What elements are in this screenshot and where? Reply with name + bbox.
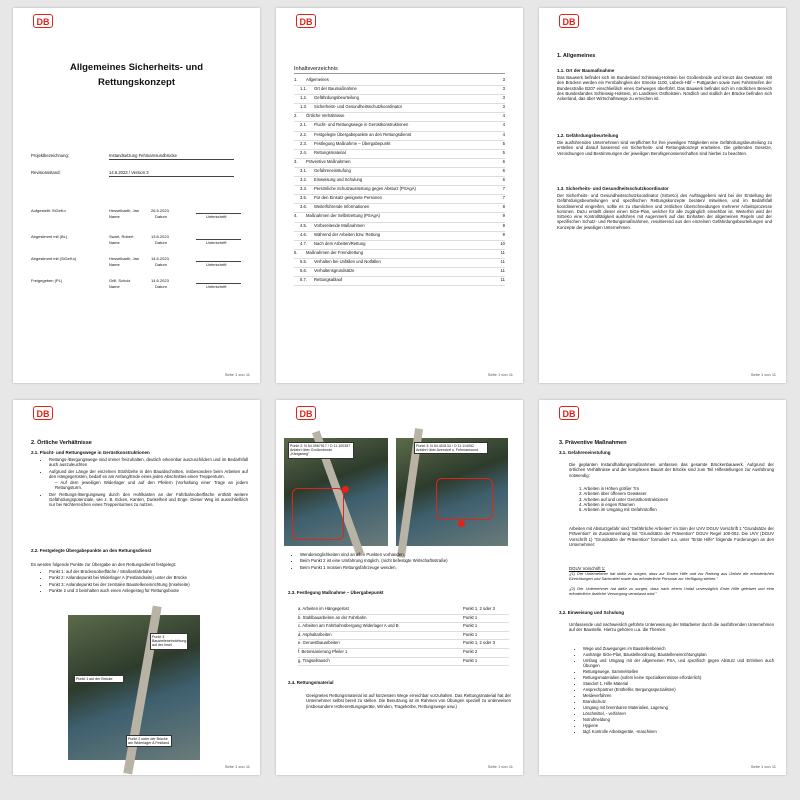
toc-entry[interactable] [294, 186, 505, 195]
bullet-item: • Brandschutz [583, 699, 774, 704]
toc-entry[interactable] [294, 204, 505, 213]
measure-name: c. Arbeiten am Fahrbahnübergang Widerlager A und B [298, 623, 399, 629]
project-value: Instandsetzung Fehmarnsundbrücke [109, 153, 177, 158]
photo-label-point-2: Punkt 2: N 54.3967917 / O 11.100357 Anfahrt über Großenbrode „Kängsweg" [288, 442, 354, 459]
subsection-heading: 2.2. Festgelegte Übergabepunkte an den Rettungsdienst [31, 548, 152, 553]
point-item: • Punkt 2: Anlandepunkt bei Widerlager A (Festlandseite) unter der Brücke [49, 575, 248, 580]
bullet-item: • Notrufmeldung [583, 717, 774, 722]
paragraph: Das Bauwerk befindet sich im Bundesland Schleswig-Holstein bei Großenbrode und kreuzt das Gewässer. Mit den Brücken werden ein Fernbahngleis der Strecke 1100, Lübeck-Hbf – Puttgarden sowie zwei Fahrstreifen der Bundesstraße B207 einschließlich eines Gehweges überführt. Das Bauwerk befindet sich im nördlichen Bereich des Bundeslandes Schleswig-Holstein, im Landkreis Ostholstein. Nördlich und südlich der Brücke befinden sich Ackerland, das über Wirtschaftswege zu erreichen ist. [557, 75, 772, 102]
title-line-1: Allgemeines Sicherheits- und [69, 62, 204, 73]
toc-entry[interactable] [294, 104, 505, 113]
toc-page: 11 [500, 249, 505, 255]
point-item: • Punkt 3: Anlandepunkt bei der zentralen Baustelleneinrichtung (Inselseite) [49, 582, 248, 587]
bullet-item: • Beim Punkt 1 müssen Rettungsfahrzeuge wenden. [300, 565, 511, 570]
bullet-item: • Rettungsmaterialien (sofern keine Spezialkenntnisse erforderlich) [583, 675, 774, 680]
toc-text: Vorbereitende Maßnahmen [314, 222, 365, 228]
measure-name: e. Geruestbauarbeiten [298, 640, 340, 646]
bullet-item: • Wendemöglichkeiten sind an allen Punkten vorhanden. [300, 552, 511, 557]
toc-page: 11 [500, 258, 505, 264]
toc-number: 4.7. [300, 240, 307, 246]
signature-date: 14.6.2023 [151, 278, 169, 283]
toc-number: 2.4. [300, 149, 307, 155]
signature-name: Hesselbarth, Jan [109, 208, 140, 213]
toc-entry[interactable] [294, 86, 505, 95]
signature-name: Hesselbarth, Jan [109, 256, 140, 261]
toc-text: Für den Einsatz geeignete Personen [314, 195, 382, 201]
toc-number: 2.1. [300, 122, 307, 128]
measure-point: Punkt 1, 2 oder 3 [463, 606, 495, 611]
bullet-item: • Aushänge SiGe-Plan, Baustelleordnung, Baustelleneinrichtungsplan [583, 652, 774, 657]
page-footer: Seite 1 von 11 [750, 372, 776, 377]
toc-number: 5.7. [300, 277, 307, 283]
toc-entry[interactable] [294, 95, 505, 104]
measure-row [298, 623, 509, 632]
signature-date: 26.5.2023 [151, 208, 169, 213]
toc-entry[interactable] [294, 168, 505, 177]
bullet-item: • Standort 1. Hilfe Material [583, 681, 774, 686]
dguv-quote-1: „(1) Der Unternehmer hat dafür zu sorgen, dass zur Ersten Hilfe und zur Rettung aus Gefahr die erforderlichen Einrichtungen und Sachmittel sowie das erforderliche Personal zur Verfügung stehen." [569, 571, 774, 581]
col-date-label: Datum [155, 284, 167, 289]
page-praeventive-massnahmen [539, 400, 786, 775]
toc-number: 1. [294, 77, 298, 82]
toc-text: Weiterführende Informationen [314, 204, 370, 210]
bullet-list [39, 457, 248, 509]
toc-page: 10 [500, 240, 505, 246]
toc-text: Maßnahmen der Selbstrettung (PSAgA) [306, 213, 381, 219]
bullet-item: • Ansprechpartner (Ersthelfer, Bergungsspezialisten) [583, 687, 774, 692]
numbered-item: 3. Arbeiten auf und unter Gerüstkonstruktionen [579, 496, 669, 502]
measure-row [298, 606, 509, 615]
bullet-item: • Hygiene [583, 723, 774, 728]
col-date-label: Datum [155, 262, 167, 267]
toc-page: 4 [502, 113, 505, 119]
bullet-item: • Löschmittel, - verfahren [583, 711, 774, 716]
subsection-heading: 1.2. Gefährdungsbeurteilung [557, 133, 619, 138]
measures-table [298, 606, 509, 666]
bullet-item: • Rettungswege, Sammelstellen [583, 669, 774, 674]
toc-list [294, 77, 505, 286]
measure-name: d. Asphaltarbeiten [298, 631, 332, 637]
page-footer: Seite 1 von 11 [487, 372, 513, 377]
document-title [13, 60, 260, 90]
col-name-label: Name [109, 262, 120, 267]
toc-entry[interactable] [294, 141, 505, 150]
toc-text: Rettungsmaterial [314, 149, 346, 155]
bullet-list [290, 552, 511, 571]
db-logo: DB [296, 14, 316, 28]
point-item: • Punkt 1: auf der Brückenoberfläche / Straßenfahrbahn [49, 569, 248, 574]
measure-row [298, 649, 509, 658]
toc-entry[interactable] [294, 268, 505, 277]
toc-page: 6 [502, 177, 505, 183]
map-label-point-1: Punkt 1 auf der Brücke [74, 675, 124, 683]
col-name-label: Name [109, 284, 120, 289]
toc-text: Allgemeines [306, 77, 329, 82]
measure-point: Punkt 2 [463, 648, 478, 654]
bullet-item: • Umgang mit brennbaren Materialien, Lagerung [583, 705, 774, 710]
toc-number: 5.5. [300, 258, 307, 264]
bullet-list [573, 646, 774, 735]
toc-number: 1.2. [300, 95, 307, 101]
col-date-label: Datum [155, 214, 167, 219]
toc-page: 3 [502, 77, 505, 82]
bullet-item: • Meldeverfahren [583, 693, 774, 698]
signature-role: Abgestimmt mit (BL) [31, 234, 68, 239]
map-label-point-2: Punkt 2 unter der Brücke am Widerlager A Festland [126, 735, 172, 747]
paragraph: Umfassende und nachweislich geführte Unterweisung der Mitarbeiter durch die ausführenden Unternehmen auf der Baustelle. Hierzu gehören u.a. die Themen: [569, 622, 774, 633]
col-name-label: Name [109, 240, 120, 245]
numbered-item: 2. Arbeiten über offenem Gewässer [579, 491, 647, 497]
toc-page: 7 [502, 195, 505, 201]
subsection-heading: 1.3. Sicherheits- und Gesundheitsschutzkoordinator [557, 186, 669, 191]
toc-page: 4 [502, 122, 505, 128]
toc-text: Nach dem Arbeiten/Rettung [314, 240, 366, 246]
toc-number: 3. [294, 158, 298, 164]
bullet-item: • Der Rettungs-/Bergungsweg durch den Hohlkasten an der Fahrbahnoberfläche enthält weitere Gefährdungspotenziale, wie z. B. Ecken, Kanten, Dunkelheit und Enge. Dieser Weg ist ausschließlich nur bei Nichterreichen eines Treppenturmes zu nutzen. [49, 492, 248, 508]
toc-text: Rettungsablauf [314, 277, 343, 283]
section-heading: 3. Präventive Maßnahmen [559, 440, 627, 446]
bullet-item: • Rettungs-/Bergungswege sind immer freizuhalten, deutlich erkennbar auszuschildern und im Bedarfsfall auch auszuleuchten [49, 457, 248, 468]
toc-page: 4 [502, 131, 505, 137]
toc-entry[interactable] [294, 195, 505, 204]
subsection-heading: 2.4. Rettungsmaterial [288, 680, 334, 685]
measure-point: Punkt 1, 2 oder 3 [463, 640, 495, 646]
photo-label-point-3: Punkt 3: N 54.404134 / O 11.114052 Anfahrt über Avendorf u. Fehmarnsund [414, 442, 488, 454]
toc-entry[interactable] [294, 250, 505, 259]
numbered-list [579, 486, 774, 512]
bullet-item: – Auf dem jeweiligen Widerlager und auf den Pfeilern (Vorhaltung einer Trage an jedem Rettungsturm. [55, 480, 248, 491]
toc-page: 9 [502, 231, 505, 237]
toc-number: 4.5. [300, 222, 307, 228]
point-item: • Punkte 2 und 3 beinhalten auch einen Anlegesteg für Rettungsboote [49, 588, 248, 593]
toc-title: Inhaltsverzeichnis [294, 66, 338, 72]
page-footer: Seite 1 von 11 [750, 764, 776, 769]
toc-entry[interactable] [294, 259, 505, 268]
signature-name: Grill, Scholz [109, 278, 131, 283]
paragraph: Es werden folgende Punkte zur Übergabe an den Rettungsdienst festgelegt: [31, 562, 176, 567]
dguv-heading: DGUV Vorschrift 1: [569, 566, 606, 571]
signature-name: Swart, Robert [109, 234, 134, 239]
toc-entry[interactable] [294, 232, 505, 241]
toc-page: 11 [500, 267, 505, 273]
toc-entry[interactable] [294, 159, 505, 168]
toc-number: 5. [294, 249, 298, 255]
numbered-item: 5. Arbeiten im Umgang mit Gefahrstoffen [579, 507, 657, 513]
signature-date: 14.6.2023 [151, 256, 169, 261]
points-list [39, 569, 248, 594]
project-label: Projektbezeichnung: [31, 153, 69, 158]
toc-entry[interactable] [294, 132, 505, 141]
revision-value: 14.6.2023 / Version 3 [109, 170, 149, 175]
toc-entry[interactable] [294, 113, 505, 122]
col-date-label: Datum [155, 240, 167, 245]
bullet-item: • Aufgrund der Länge der einzelnen Strahlzelte in den Bauabschnitten, insbesondere beim Arbeiten auf den Hängegerüsten, bedarf es am Anfang/Ende eines jeden Abschnittes einen Treppenturm. [49, 469, 248, 480]
aerial-photo-point-2 [284, 438, 388, 546]
toc-page: 6 [502, 167, 505, 173]
toc-page: 8 [502, 204, 505, 210]
toc-entry[interactable] [294, 177, 505, 186]
page-footer: Seite 1 von 11 [224, 372, 250, 377]
paragraph: Der Sicherheits- und Gesundheitsschutzkoordinator (SiGeKo) des Auftraggebers wird bei der Erstellung der Gefährdungsbeurteilungen und spezifischen Rettungskonzepte beraten/ mitwirken, und im Bedarfsfall koordinierend eingreifen, sollte es zu räumlichen und zeitlichen Überschneidungen mehrerer Arbeitsprozesse kommen. Dazu erstellt dieser einen SiGe-Plan, welcher für alle zugänglich einsehbar ist. Weiterhin wird der SiGeKo eine Kontrolltätigkeit ausführen mit Augenmerk auf das Einhalten der allgemeinen Regeln und der spezifischen Schutz- und Rettungsmaßnahmen, resultierend aus den einzelnen Gefährdungsbeurteilungen und Konzepte der jeweiligen Unternehmen. [557, 193, 772, 230]
map-label-point-3: Punkt 3 Baustelleneinrichtung auf der Insel [150, 633, 188, 650]
toc-text: Verhaltensgrundsätze [314, 267, 355, 273]
toc-page: 3 [502, 104, 505, 110]
subsection-heading: 3.2. Einweisung und Schulung [559, 610, 625, 615]
toc-page: 9 [502, 222, 505, 228]
page-footer: Seite 1 von 11 [224, 764, 250, 769]
db-logo: DB [296, 406, 316, 420]
col-sign-label: Unterschrift [206, 214, 227, 219]
toc-text: Gefahreneinstufung [314, 167, 351, 173]
toc-number: 2. [294, 113, 298, 119]
toc-number: 1.3. [300, 104, 307, 110]
toc-text: Sicherheits- und Gesundheitsschutzkoordinator [314, 104, 402, 110]
page-toc [276, 8, 523, 383]
toc-entry[interactable] [294, 122, 505, 131]
toc-number: 4.6. [300, 231, 307, 237]
revision-label: Revisionsstand: [31, 170, 61, 175]
bullet-item: • Beim Punkt 2 ist eine Umfahrung möglich. (nicht befestigte Wirtschaftsstraße) [300, 558, 511, 563]
toc-page: 3 [502, 86, 505, 92]
toc-text: Einweisung und Schulung [314, 177, 363, 183]
section-heading: 1. Allgemeines [557, 53, 596, 59]
measure-point: Punkt 1 [463, 614, 478, 620]
toc-text: Verhalten bei Unfällen und Notfällen [314, 258, 381, 264]
title-line-2: Rettungskonzept [97, 77, 176, 88]
toc-page: 9 [502, 213, 505, 219]
toc-text: Ort der Baumaßnahme [314, 86, 357, 92]
toc-page: 11 [500, 277, 505, 283]
toc-text: Persönliche Schutzausrüstung gegen Absturz (PSAgA) [314, 186, 416, 192]
signature-role: Freigegeben (PL) [31, 278, 63, 283]
col-name-label: Name [109, 214, 120, 219]
page-uebergabepunkte [276, 400, 523, 775]
bullet-item: • Wege und Zuwegungen im Baustellenbereich [583, 646, 774, 651]
measure-point: Punkt 1 [463, 623, 478, 629]
bullet-item: • Umfang und Umgang mit der allgemeinen PSA, und spezifisch gegen Absturz und Ertrinken auch Übungen [583, 658, 774, 668]
toc-text: Maßnahmen der Fremdrettung [306, 249, 364, 255]
signature-role: Aufgestellt: SiGeKo [31, 208, 66, 213]
toc-number: 5.6. [300, 267, 307, 273]
toc-text: Festgelegte Übergabepunkte an den Rettungsdienst [314, 131, 412, 137]
toc-entry[interactable] [294, 241, 505, 250]
paragraph: Die ausführenden Unternehmen sind verpflichtet für ihre jeweiligen Tätigkeiten eine Gefährdungsbeurteilung zu erstellen und darauf basierend ein Sicherheits- und Rettungskonzept erarbeiten. Die geltenden Gesetze, Verordnungen und Bestimmungen der jeweiligen Berufsgenossenschaften sind hierbei zu beachten. [557, 140, 772, 156]
toc-number: 3.5. [300, 195, 307, 201]
db-logo: DB [33, 406, 53, 420]
toc-entry[interactable] [294, 223, 505, 232]
page-cover [13, 8, 260, 383]
toc-text: Präventive Maßnahmen [306, 158, 351, 164]
section-heading: 2. Örtliche Verhältnisse [31, 440, 92, 446]
db-logo: DB [559, 14, 579, 28]
db-logo: DB [559, 406, 579, 420]
measure-name: g. Tragseiltausch [298, 657, 330, 663]
toc-page: 6 [502, 158, 505, 164]
numbered-item: 4. Arbeiten in engen Räumen [579, 501, 635, 507]
toc-number: 1.1. [300, 86, 307, 92]
subsection-heading: 1.1. Ort der Baumaßnahme [557, 68, 615, 73]
col-sign-label: Unterschrift [206, 240, 227, 245]
paragraph: Arbeiten mit Absturzgefahr sind "Gefährliche Arbeiten" im Sinn der UVV DGUV Vorschrift 1 "Grundsätze der Prävention" im Zusammenhang mit "Grundsätze der Prävention" DGUV Regel 100-002. Die UVV (DGUV Vorschrift 1) "Grundsätze der Prävention" formuliert u.a. unter "Erste Hilfe" folgende Forderungen an den Unternehmer: [569, 526, 774, 547]
toc-number: 3.3. [300, 186, 307, 192]
subsection-heading: 3.1. Gefahreneinstufung [559, 450, 611, 455]
measure-point: Punkt 1 [463, 657, 478, 663]
page-oertliche-verhaeltnisse [13, 400, 260, 775]
measure-name: f. Betonsanierung Pfeiler 1 [298, 648, 348, 654]
measure-point: Punkt 1 [463, 631, 478, 637]
dguv-quote-2: „(2) Der Unternehmer hat dafür zu sorgen, dass nach einem Unfall unverzüglich Erste Hilfe geleistet und eine erforderliche ärztliche Versorgung veranlasst wird." [569, 586, 774, 596]
toc-number: 2.3. [300, 140, 307, 146]
measure-name: a. Arbeiten im Hängegerüst [298, 606, 349, 611]
toc-text: Während der Arbeiten bzw. Rettung [314, 231, 381, 237]
toc-page: 5 [502, 140, 505, 146]
signature-role: Abgestimmt mit (SiGeKo) [31, 256, 77, 261]
db-logo: DB [33, 14, 53, 28]
toc-page: 5 [502, 149, 505, 155]
subsection-heading: 2.3. Festlegung Maßnahme – Übergabepunkt [288, 590, 384, 595]
measure-row [298, 615, 509, 624]
toc-text: Gefährdungsbeurteilung [314, 95, 359, 101]
signature-date: 13.6.2023 [151, 234, 169, 239]
col-sign-label: Unterschrift [206, 262, 227, 267]
toc-entry[interactable] [294, 150, 505, 159]
toc-page: 7 [502, 186, 505, 192]
page-allgemeines [539, 8, 786, 383]
toc-entry[interactable] [294, 277, 505, 286]
paragraph: Die geplanten Instandhaltungsmaßnahmen umfassen das gesamte Brückenbauwerk. Aufgrund der örtlichen Verhältnisse und der komplexen Bauart der Brücke sind zum Teil Hilfestellungen zur Ausführung notwendig: [569, 462, 774, 478]
col-sign-label: Unterschrift [206, 284, 227, 289]
toc-number: 3.2. [300, 177, 307, 183]
toc-number: 3.1. [300, 167, 307, 173]
toc-page: 3 [502, 95, 505, 101]
toc-text: Flucht- und Rettungswege in Gerüstkonstruktionen [314, 122, 409, 128]
aerial-photo-point-3 [396, 438, 508, 546]
toc-entry[interactable] [294, 213, 505, 222]
page-footer: Seite 1 von 11 [487, 764, 513, 769]
measure-row [298, 640, 509, 649]
bullet-item: • tägl. Kontrolle Arbeitsgeräte, -maschinen [583, 729, 774, 734]
subsection-heading: 2.1. Flucht- und Rettungswege in Gerüstkonstruktionen [31, 450, 150, 455]
paragraph: Geeignetes Rettungsmaterial ist auf kürzestem Wege erreichbar vorzuhalten. Das Rettungsmaterial hat der Unternehmer selbst bereit zu stellen. Die Benutzung ist im Rahmen von Übungen speziell zu unterweisen (insbesondere Höhenrettungsgeräte, Winden, Tragekörbe, Rettungswege usw.) [306, 693, 511, 709]
aerial-map-image [68, 615, 200, 760]
toc-number: 4. [294, 213, 298, 219]
toc-text: Festlegung Maßnahme – Übergabepunkt [314, 140, 391, 146]
toc-entry[interactable] [294, 77, 505, 86]
toc-number: 2.2. [300, 131, 307, 137]
measure-name: b. Stahlbauarbeiten an der Fahrbahn [298, 614, 367, 620]
toc-number: 3.6. [300, 204, 307, 210]
toc-text: Örtliche Verhältnisse [306, 113, 345, 119]
measure-row [298, 632, 509, 641]
numbered-item: 1. Arbeiten in Höhen größer 7m [579, 486, 639, 491]
measure-row [298, 658, 509, 667]
